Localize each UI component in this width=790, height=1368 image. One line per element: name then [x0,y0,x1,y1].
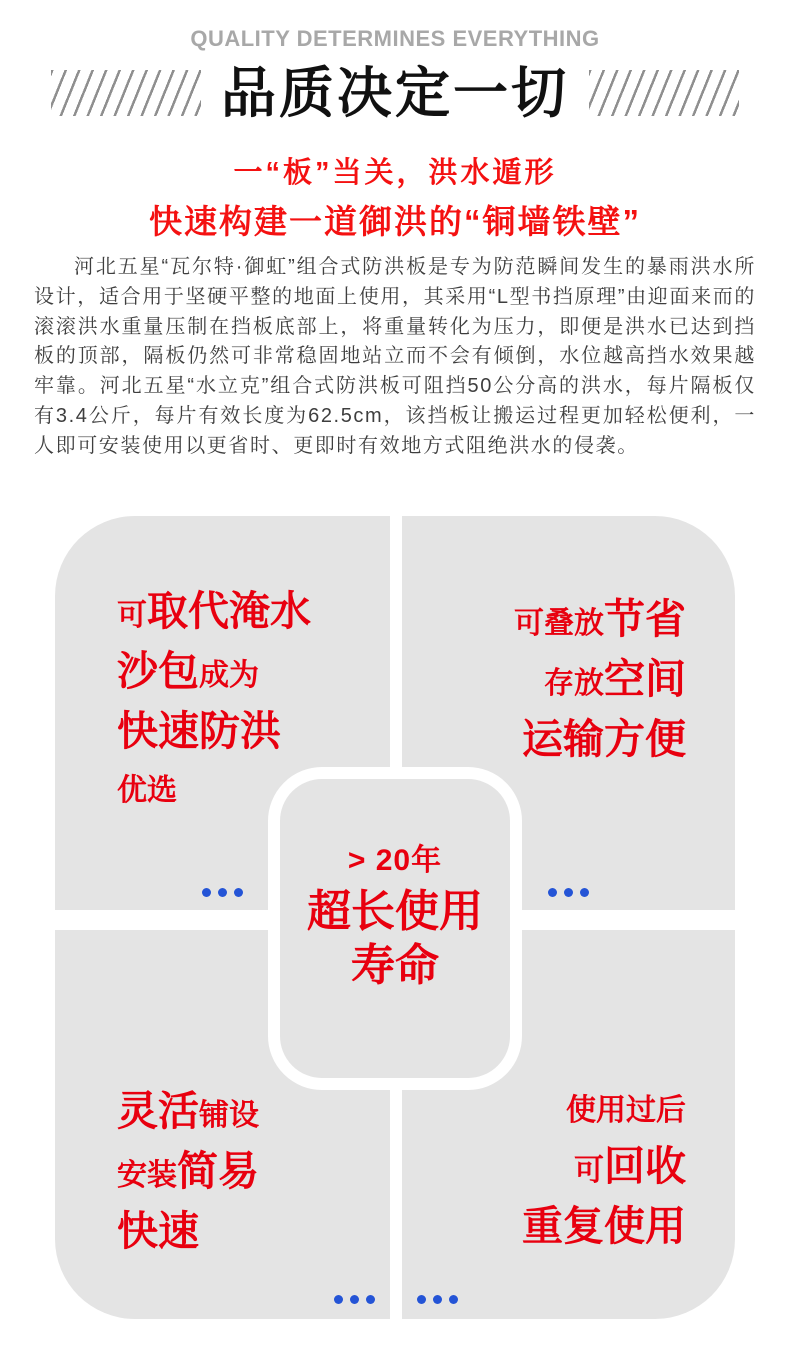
feature-text-segment: 快速 [117,1208,199,1254]
feature-text-line [117,1086,390,1146]
slash-marks-right-icon [589,70,739,116]
feature-text-line [117,706,390,766]
feature-text-block [402,516,735,774]
feature-text-line [402,1086,686,1141]
feature-text-segment: 成为 [199,659,259,692]
feature-text-segment: 回收 [604,1143,686,1189]
feature-text-segment: 安装 [117,1159,177,1192]
subtitle-line-2: 快速构建一道御洪的“铜墙铁壁” [149,203,641,240]
feature-text-segment: 节省 [604,596,686,642]
lifespan-badge [268,767,522,1090]
feature-text-segment: 优选 [117,774,177,807]
slash-marks-left-icon [51,70,201,116]
feature-text-segment: 沙包 [117,648,199,694]
feature-text-line [117,586,390,646]
feature-text-line [117,1206,390,1266]
feature-text-segment: 可叠放 [514,607,604,640]
feature-text-segment: 可 [574,1154,604,1187]
feature-text-segment: 重复使用 [522,1203,686,1249]
subtitle-line-1: 一“板”当关，洪水遁形 [233,157,557,189]
ellipsis-dots-icon [330,1295,378,1304]
feature-text-line [117,646,390,706]
feature-text-segment: 快速防洪 [117,708,281,754]
lifespan-label-line-1: 超长使用 [307,887,483,936]
feature-text-line [402,1141,686,1201]
page-title: 品质决定一切 [220,61,569,124]
feature-text-line [402,1201,686,1261]
feature-text-segment: 铺设 [199,1099,259,1132]
feature-text-segment: 取代淹水 [147,588,311,634]
feature-text-line [402,654,686,714]
feature-text-line [117,1146,390,1206]
feature-text-segment: 存放 [544,667,604,700]
lifespan-label-line-2: 寿命 [351,941,439,990]
lifespan-value: > 20年 [347,844,443,877]
feature-text-segment: 简易 [177,1148,259,1194]
title-row [0,60,790,126]
feature-text-segment: 可 [117,599,147,632]
feature-text-segment: 灵活 [117,1088,199,1134]
feature-text-line [402,714,686,774]
feature-text-segment: 运输方便 [522,716,686,762]
quality-tagline: QUALITY DETERMINES EVERYTHING [190,26,600,51]
feature-text-segment: 空间 [604,656,686,702]
feature-text-line [402,594,686,654]
feature-text-segment: 使用过后 [566,1094,686,1127]
intro-paragraph: 河北五星“瓦尔特·御虹”组合式防洪板是专为防范瞬间发生的暴雨洪水所设计，适合用于坚硬平整的地面上使用，其采用“L型书挡原理”由迎面来而的滚滚洪水重量压制在挡板底部上，将重量转化为压力，即便是洪水已达到挡板的顶部，隔板仍然可非常稳固地站立而不会有倾倒，水位越高挡水效果越牢靠。河北五星“水立克”组合式防洪板可阻挡50公分高的洪水，每片隔板仅有3.4公斤，每片有效长度为62.5cm，该挡板让搬运过程更加轻松便利，一人即可安装使用以更省时、更即时有效地方式阻绝洪水的侵袭。 [34,256,756,457]
feature-grid [55,516,735,1319]
ellipsis-dots-icon [413,1295,461,1304]
